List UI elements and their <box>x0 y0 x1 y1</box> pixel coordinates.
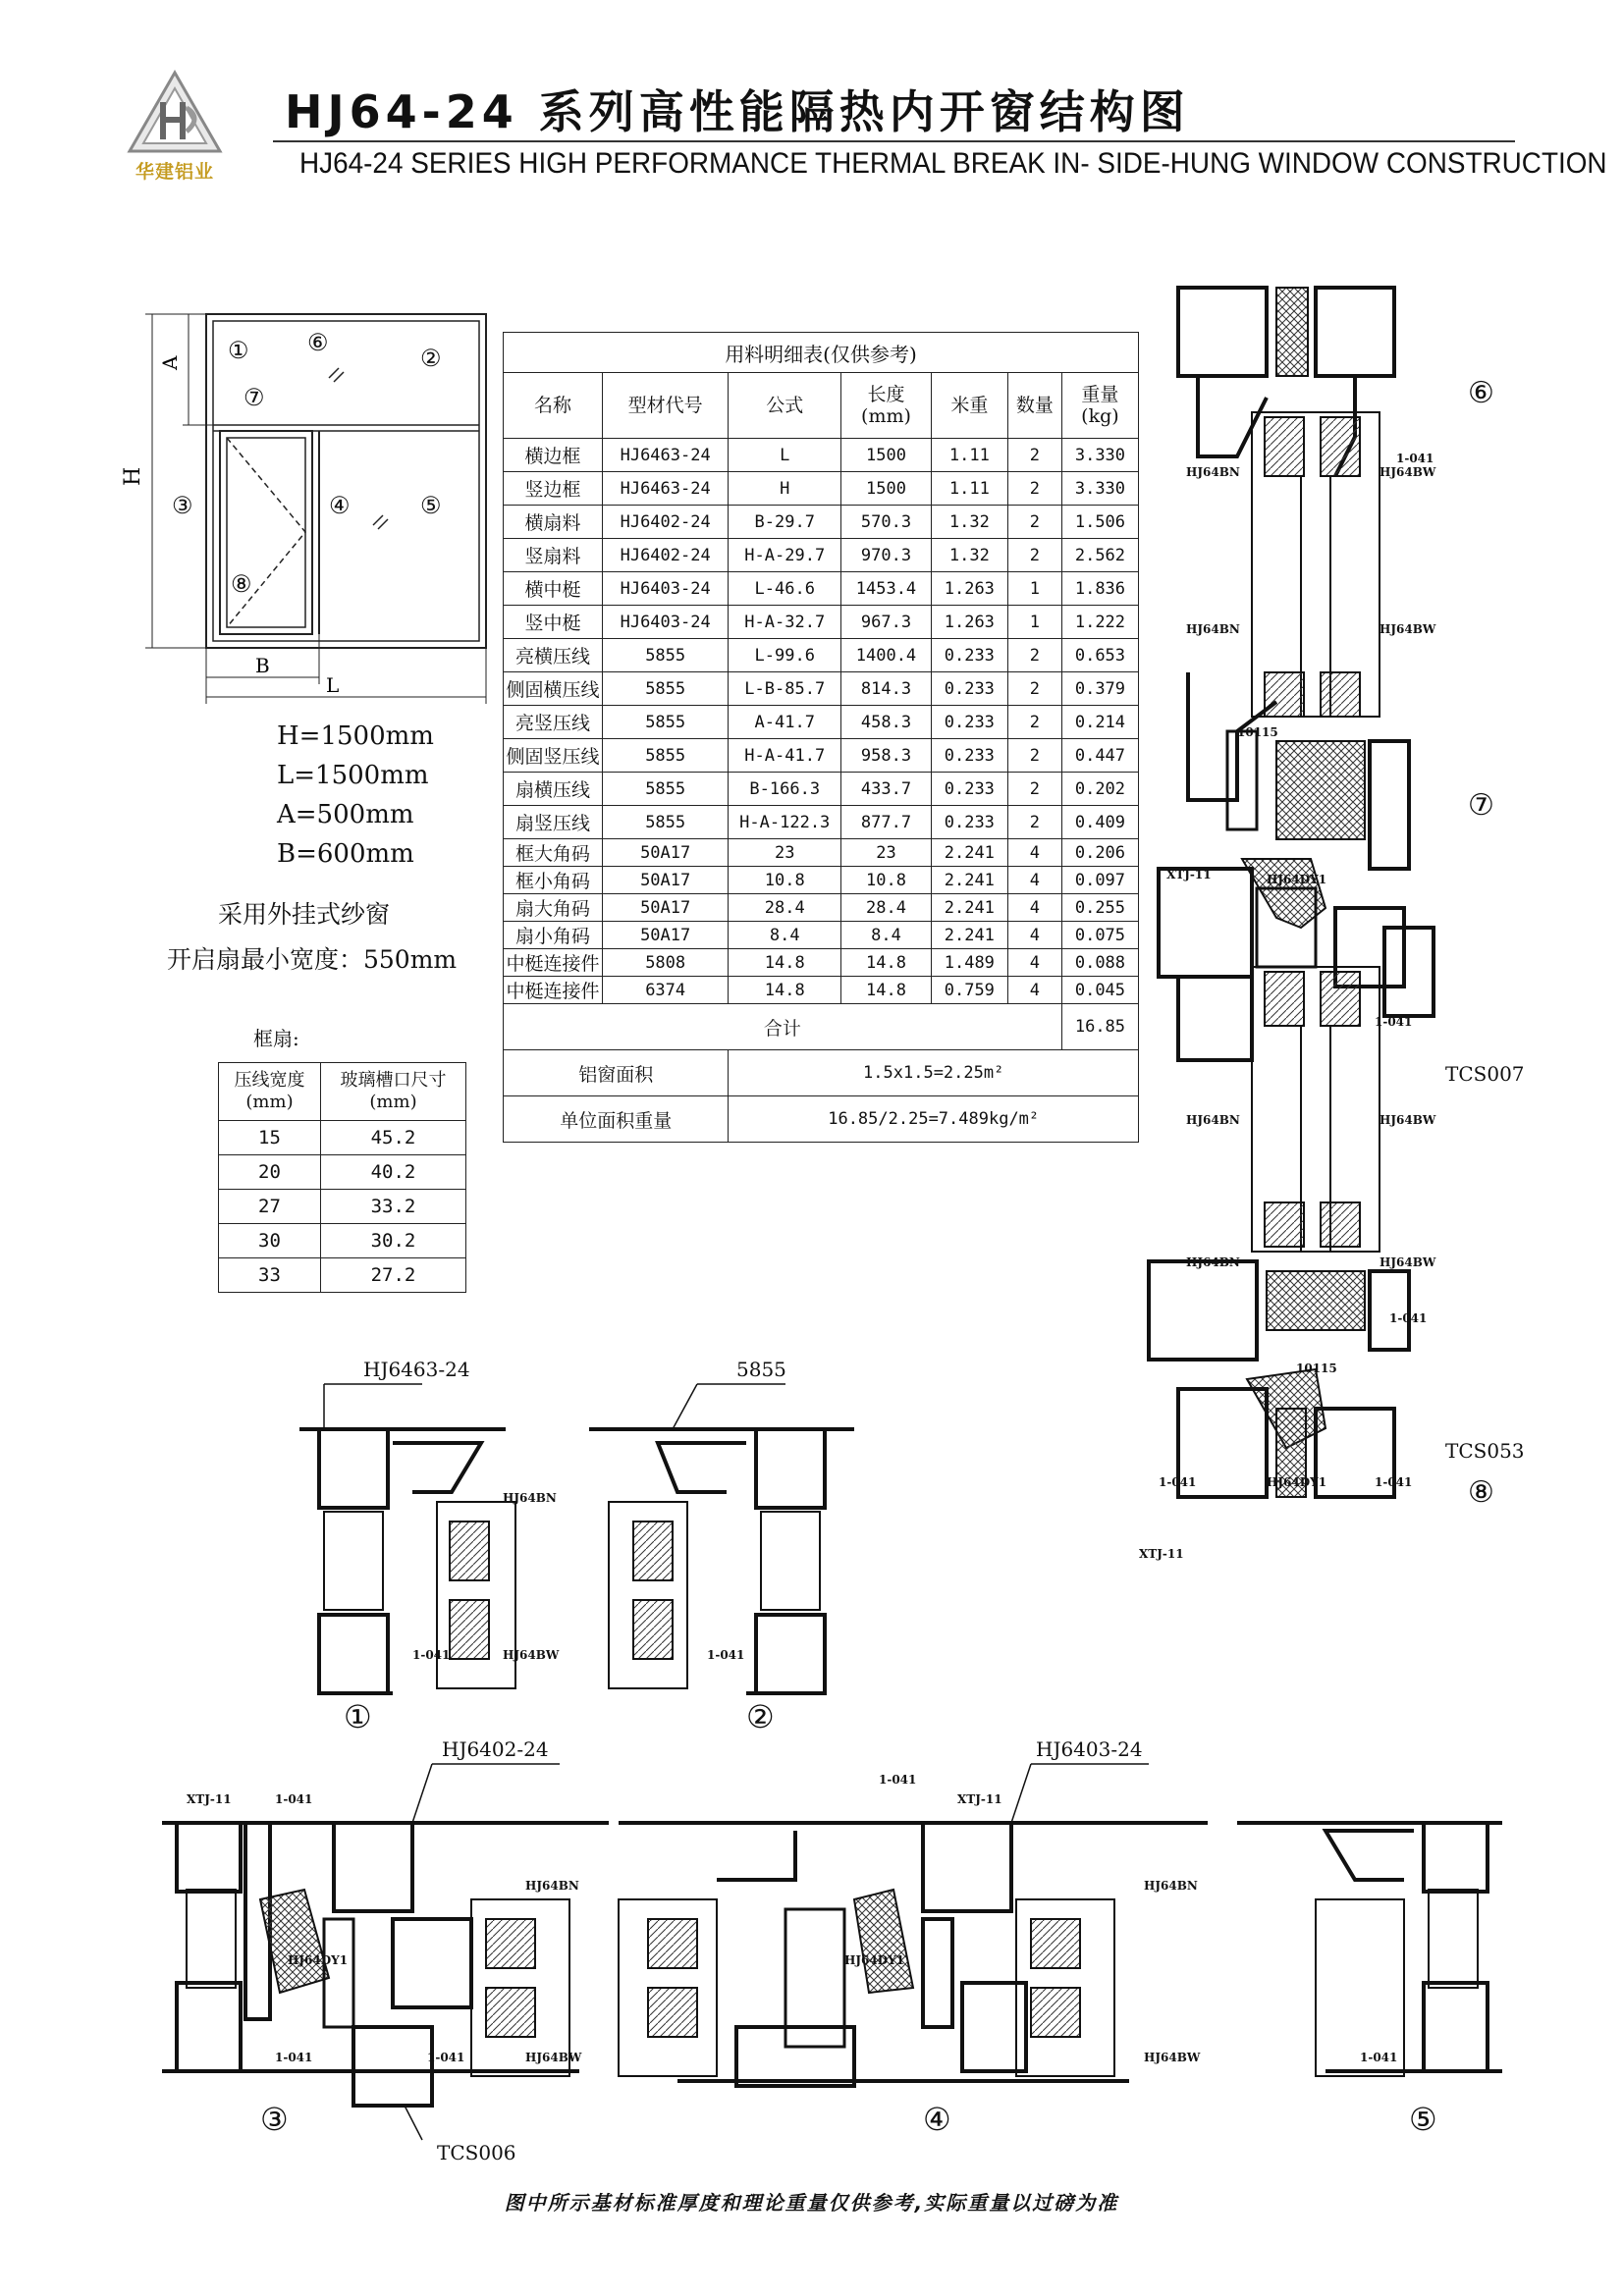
marker-1-section: ① <box>344 1698 372 1735</box>
dim-label-b: B <box>255 654 270 677</box>
table-cell: 0.653 <box>1061 639 1138 672</box>
table-cell: 2.241 <box>931 894 1007 922</box>
table-cell: 4 <box>1007 977 1061 1004</box>
label-xtj-3: XTJ-11 <box>187 1792 232 1806</box>
table-cell: L-46.6 <box>729 572 841 606</box>
spec-header-cell: 数量 <box>1007 373 1061 439</box>
table-cell: 0.409 <box>1061 806 1138 839</box>
dimension-list <box>277 717 434 874</box>
table-cell: 5808 <box>602 949 728 977</box>
table-cell: 3.330 <box>1061 439 1138 472</box>
table-cell: 2 <box>1007 739 1061 773</box>
label-frame-profile: HJ6463-24 <box>363 1358 470 1381</box>
page-subtitle: HJ64-24 SERIES HIGH PERFORMANCE THERMAL BREAK IN- SIDE-HUNG WINDOW CONSTRUCTION <box>299 147 1607 180</box>
label-xtj-2: XTJ-11 <box>1139 1547 1184 1561</box>
label-dy1-1: HJ64DY1 <box>1267 873 1327 886</box>
table-cell: 0.233 <box>931 706 1007 739</box>
label-dy1-s4: HJ64DY1 <box>844 1953 905 1967</box>
dim-label-h: H <box>121 466 145 486</box>
table-cell: 0.379 <box>1061 672 1138 706</box>
marker-6: ⑥ <box>307 329 329 356</box>
table-row <box>504 572 1139 606</box>
table-cell: L-99.6 <box>729 639 841 672</box>
table-cell: 0.214 <box>1061 706 1138 739</box>
table-cell: 1500 <box>841 472 932 506</box>
table-cell: H-A-32.7 <box>729 606 841 639</box>
table-cell: 亮竖压线 <box>504 706 603 739</box>
glass-table-caption: 框扇: <box>253 1027 299 1050</box>
label-gasket-bn-1: HJ64BN <box>1186 465 1240 479</box>
label-gasket-bn-2: HJ64BN <box>1186 622 1240 636</box>
table-row <box>219 1155 466 1190</box>
table-cell: 8.4 <box>841 922 932 949</box>
section-1-2-drawing <box>285 1345 893 1737</box>
table-cell: 23 <box>729 839 841 867</box>
table-cell: 10.8 <box>729 867 841 894</box>
table-cell: 横边框 <box>504 439 603 472</box>
marker-4-section: ④ <box>923 2101 951 2138</box>
table-cell: 1.222 <box>1061 606 1138 639</box>
table-row <box>504 672 1139 706</box>
label-seal-3: 1-041 <box>1389 1311 1428 1325</box>
table-cell: 15 <box>219 1121 321 1155</box>
window-elevation-drawing <box>118 299 511 712</box>
table-row <box>504 773 1139 806</box>
dim-label-a: A <box>158 355 182 370</box>
table-cell: 2 <box>1007 806 1061 839</box>
table-cell: 0.233 <box>931 806 1007 839</box>
table-cell: 2 <box>1007 472 1061 506</box>
label-seal-s3b: 1-041 <box>275 2051 313 2064</box>
table-row <box>504 839 1139 867</box>
label-gasket-bw-4: HJ64BW <box>1380 1255 1436 1269</box>
table-cell: 2.562 <box>1061 539 1138 572</box>
table-cell: 6374 <box>602 977 728 1004</box>
table-cell: 竖边框 <box>504 472 603 506</box>
table-cell: 5855 <box>602 806 728 839</box>
table-cell: HJ6403-24 <box>602 606 728 639</box>
label-seal-s4: 1-041 <box>879 1773 917 1787</box>
table-cell: 1.263 <box>931 572 1007 606</box>
table-row <box>504 867 1139 894</box>
table-cell: H-A-29.7 <box>729 539 841 572</box>
label-seal-5: 1-041 <box>1375 1475 1413 1489</box>
table-cell: H-A-41.7 <box>729 739 841 773</box>
table-cell: 814.3 <box>841 672 932 706</box>
table-cell: 1.263 <box>931 606 1007 639</box>
table-cell: 30 <box>219 1224 321 1258</box>
label-seal-s1: 1-041 <box>412 1648 451 1662</box>
spec-header-cell: 长度 (mm) <box>841 373 932 439</box>
footer-disclaimer: 图中所示基材标准厚度和理论重量仅供参考,实际重量以过磅为准 <box>504 2191 1119 2215</box>
label-tcs007: TCS007 <box>1445 1062 1525 1086</box>
label-spacer-1: 10115 <box>1237 725 1278 739</box>
table-row <box>504 922 1139 949</box>
table-cell: 14.8 <box>729 949 841 977</box>
marker-3-section: ③ <box>260 2101 289 2138</box>
min-width-note: 开启扇最小宽度：550mm <box>167 945 458 974</box>
table-row <box>219 1258 466 1293</box>
table-row <box>504 506 1139 539</box>
table-row <box>504 894 1139 922</box>
spec-header-cell: 重量 (kg) <box>1061 373 1138 439</box>
table-cell: 0.255 <box>1061 894 1138 922</box>
table-cell: HJ6402-24 <box>602 539 728 572</box>
label-sash-profile: HJ6402-24 <box>442 1737 549 1761</box>
table-cell: 0.202 <box>1061 773 1138 806</box>
table-cell: 0.759 <box>931 977 1007 1004</box>
unit-weight-value: 16.85/2.25=7.489kg/m² <box>729 1096 1139 1143</box>
table-row <box>504 539 1139 572</box>
label-bead-profile: 5855 <box>736 1358 786 1381</box>
table-cell: 0.206 <box>1061 839 1138 867</box>
material-spec-table <box>503 332 1139 1143</box>
label-gasket-bw-2: HJ64BW <box>1380 622 1436 636</box>
table-cell: 4 <box>1007 922 1061 949</box>
label-seal-s3c: 1-041 <box>427 2051 465 2064</box>
dim-b: B=600mm <box>277 839 414 869</box>
table-cell: 33 <box>219 1258 321 1293</box>
table-cell: H <box>729 472 841 506</box>
marker-2-section: ② <box>746 1698 775 1735</box>
dim-label-l: L <box>326 673 340 697</box>
label-seal-s5: 1-041 <box>1360 2051 1398 2064</box>
marker-3: ③ <box>172 492 193 519</box>
table-cell: 458.3 <box>841 706 932 739</box>
label-gasket-bn-s3: HJ64BN <box>525 1879 579 1893</box>
table-cell: 0.233 <box>931 773 1007 806</box>
table-cell: 侧固竖压线 <box>504 739 603 773</box>
table-cell: 扇横压线 <box>504 773 603 806</box>
table-cell: 50A17 <box>602 922 728 949</box>
marker-5: ⑤ <box>420 492 442 519</box>
table-cell: 967.3 <box>841 606 932 639</box>
label-dy1-2: HJ64DY1 <box>1267 1475 1327 1489</box>
label-seal-s3: 1-041 <box>275 1792 313 1806</box>
table-cell: H-A-122.3 <box>729 806 841 839</box>
table-cell: 0.233 <box>931 672 1007 706</box>
table-cell: 1.11 <box>931 472 1007 506</box>
table-cell: 50A17 <box>602 839 728 867</box>
table-cell: 横中梃 <box>504 572 603 606</box>
section-3-4-5-drawing <box>147 1733 1532 2164</box>
table-cell: 23 <box>841 839 932 867</box>
table-row <box>504 949 1139 977</box>
label-gasket-bw-s4: HJ64BW <box>1144 2051 1201 2064</box>
spec-header-cell: 型材代号 <box>602 373 728 439</box>
table-cell: HJ6403-24 <box>602 572 728 606</box>
table-cell: 1.32 <box>931 539 1007 572</box>
table-cell: 1.11 <box>931 439 1007 472</box>
table-cell: 框小角码 <box>504 867 603 894</box>
table-cell: 中梃连接件 <box>504 977 603 1004</box>
total-value: 16.85 <box>1061 1004 1138 1050</box>
table-cell: 14.8 <box>841 949 932 977</box>
table-cell: HJ6463-24 <box>602 439 728 472</box>
table-cell: 3.330 <box>1061 472 1138 506</box>
label-mullion-profile: HJ6403-24 <box>1036 1737 1143 1761</box>
table-cell: 958.3 <box>841 739 932 773</box>
label-dy1-s3: HJ64DY1 <box>288 1953 349 1967</box>
total-label: 合计 <box>504 1004 1062 1050</box>
table-cell: 1 <box>1007 606 1061 639</box>
spec-header-cell: 名称 <box>504 373 603 439</box>
marker-7: ⑦ <box>243 384 265 411</box>
header-rule <box>273 140 1515 142</box>
table-cell: 14.8 <box>729 977 841 1004</box>
table-cell: 2 <box>1007 706 1061 739</box>
table-cell: 侧固横压线 <box>504 672 603 706</box>
area-label: 铝窗面积 <box>504 1050 729 1096</box>
table-cell: HJ6463-24 <box>602 472 728 506</box>
table-cell: B-166.3 <box>729 773 841 806</box>
table-cell: 33.2 <box>321 1190 466 1224</box>
table-cell: 570.3 <box>841 506 932 539</box>
dim-h: H=1500mm <box>277 721 434 751</box>
label-seal-s2: 1-041 <box>707 1648 745 1662</box>
table-cell: 横扇料 <box>504 506 603 539</box>
spec-header-cell: 米重 <box>931 373 1007 439</box>
label-gasket-bn-s1: HJ64BN <box>503 1491 557 1505</box>
table-row <box>504 739 1139 773</box>
table-cell: L <box>729 439 841 472</box>
table-cell: 4 <box>1007 894 1061 922</box>
table-cell: 2 <box>1007 439 1061 472</box>
table-cell: 2 <box>1007 506 1061 539</box>
table-cell: 1.489 <box>931 949 1007 977</box>
table-row <box>219 1224 466 1258</box>
table-cell: HJ6402-24 <box>602 506 728 539</box>
table-cell: 27.2 <box>321 1258 466 1293</box>
table-cell: 亮横压线 <box>504 639 603 672</box>
table-cell: 20 <box>219 1155 321 1190</box>
table-cell: 框大角码 <box>504 839 603 867</box>
label-seal-1: 1-041 <box>1396 452 1434 465</box>
table-cell: 5855 <box>602 706 728 739</box>
table-cell: 28.4 <box>841 894 932 922</box>
table-cell: 0.233 <box>931 739 1007 773</box>
table-cell: 2.241 <box>931 867 1007 894</box>
spec-table-body <box>504 439 1139 1004</box>
table-row <box>504 639 1139 672</box>
table-cell: 1500 <box>841 439 932 472</box>
marker-5-section: ⑤ <box>1409 2101 1437 2138</box>
table-cell: 2 <box>1007 639 1061 672</box>
table-cell: A-41.7 <box>729 706 841 739</box>
table-cell: B-29.7 <box>729 506 841 539</box>
table-cell: 970.3 <box>841 539 932 572</box>
table-cell: 50A17 <box>602 867 728 894</box>
table-cell: 5855 <box>602 672 728 706</box>
label-seal-4: 1-041 <box>1159 1475 1197 1489</box>
table-cell: 1 <box>1007 572 1061 606</box>
marker-2: ② <box>420 345 442 372</box>
table-row <box>219 1121 466 1155</box>
table-cell: 竖中梃 <box>504 606 603 639</box>
marker-8-section: ⑧ <box>1468 1475 1494 1510</box>
table-cell: 0.045 <box>1061 977 1138 1004</box>
table-cell: 2.241 <box>931 922 1007 949</box>
table-cell: 0.075 <box>1061 922 1138 949</box>
table-cell: 扇大角码 <box>504 894 603 922</box>
table-cell: 4 <box>1007 839 1061 867</box>
table-cell: 1453.4 <box>841 572 932 606</box>
table-row <box>504 806 1139 839</box>
spec-table-title: 用料明细表(仅供参考) <box>504 333 1139 373</box>
table-row <box>504 606 1139 639</box>
label-gasket-bn-s4: HJ64BN <box>1144 1879 1198 1893</box>
table-cell: 2 <box>1007 773 1061 806</box>
page-title: HJ64-24 系列高性能隔热内开窗结构图 <box>285 85 1190 138</box>
marker-8: ⑧ <box>231 570 252 598</box>
area-value: 1.5x1.5=2.25m² <box>729 1050 1139 1096</box>
screen-note: 采用外挂式纱窗 <box>218 900 391 929</box>
spec-header-cell: 公式 <box>729 373 841 439</box>
table-row <box>504 439 1139 472</box>
table-cell: 28.4 <box>729 894 841 922</box>
table-cell: 1.32 <box>931 506 1007 539</box>
table-cell: 竖扇料 <box>504 539 603 572</box>
vertical-section-drawing <box>1129 280 1542 1644</box>
table-cell: 0.088 <box>1061 949 1138 977</box>
table-cell: 877.7 <box>841 806 932 839</box>
dim-a: A=500mm <box>277 800 414 829</box>
table-cell: 5855 <box>602 773 728 806</box>
logo-mark-icon <box>126 69 224 157</box>
table-cell: 27 <box>219 1190 321 1224</box>
table-cell: 5855 <box>602 639 728 672</box>
table-cell: 中梃连接件 <box>504 949 603 977</box>
table-cell: 2 <box>1007 672 1061 706</box>
glass-header-groove: 玻璃槽口尺寸 (mm) <box>321 1063 466 1121</box>
table-row <box>504 472 1139 506</box>
glass-header-width: 压线宽度 (mm) <box>219 1063 321 1121</box>
label-gasket-bw-1: HJ64BW <box>1380 465 1436 479</box>
marker-1: ① <box>228 337 249 364</box>
label-seal-2: 1-041 <box>1375 1015 1413 1029</box>
table-cell: 40.2 <box>321 1155 466 1190</box>
table-cell: 1400.4 <box>841 639 932 672</box>
label-tcs053: TCS053 <box>1445 1439 1525 1463</box>
glass-groove-table <box>218 1062 466 1293</box>
unit-weight-label: 单位面积重量 <box>504 1096 729 1143</box>
table-cell: 2 <box>1007 539 1061 572</box>
table-cell: 4 <box>1007 949 1061 977</box>
table-cell: 1.506 <box>1061 506 1138 539</box>
table-cell: 4 <box>1007 867 1061 894</box>
table-row <box>219 1190 466 1224</box>
marker-4: ④ <box>329 492 351 519</box>
table-cell: 1.836 <box>1061 572 1138 606</box>
table-row <box>504 977 1139 1004</box>
marker-7-section: ⑦ <box>1468 788 1494 823</box>
table-row <box>504 706 1139 739</box>
dim-l: L=1500mm <box>277 761 429 790</box>
label-tcs006: TCS006 <box>437 2141 516 2164</box>
table-cell: 0.233 <box>931 639 1007 672</box>
table-cell: 5855 <box>602 739 728 773</box>
label-gasket-bw-s3: HJ64BW <box>525 2051 582 2064</box>
table-cell: 30.2 <box>321 1224 466 1258</box>
label-gasket-bw-3: HJ64BW <box>1380 1113 1436 1127</box>
table-cell: 50A17 <box>602 894 728 922</box>
label-gasket-bn-3: HJ64BN <box>1186 1113 1240 1127</box>
label-gasket-bw-s1: HJ64BW <box>503 1648 560 1662</box>
table-cell: 8.4 <box>729 922 841 949</box>
table-cell: 0.447 <box>1061 739 1138 773</box>
table-cell: 0.097 <box>1061 867 1138 894</box>
company-logo <box>126 69 224 157</box>
table-cell: 扇小角码 <box>504 922 603 949</box>
label-gasket-bn-4: HJ64BN <box>1186 1255 1240 1269</box>
table-cell: 10.8 <box>841 867 932 894</box>
table-cell: 扇竖压线 <box>504 806 603 839</box>
label-xtj-1: XTJ-11 <box>1166 868 1212 881</box>
table-cell: 433.7 <box>841 773 932 806</box>
label-xtj-4: XTJ-11 <box>957 1792 1002 1806</box>
spec-header-row <box>504 373 1139 439</box>
marker-6-section: ⑥ <box>1468 376 1494 410</box>
label-spacer-2: 10115 <box>1296 1362 1337 1375</box>
table-cell: 45.2 <box>321 1121 466 1155</box>
logo-text: 华建铝业 <box>135 161 214 183</box>
table-cell: 14.8 <box>841 977 932 1004</box>
table-cell: L-B-85.7 <box>729 672 841 706</box>
table-cell: 2.241 <box>931 839 1007 867</box>
